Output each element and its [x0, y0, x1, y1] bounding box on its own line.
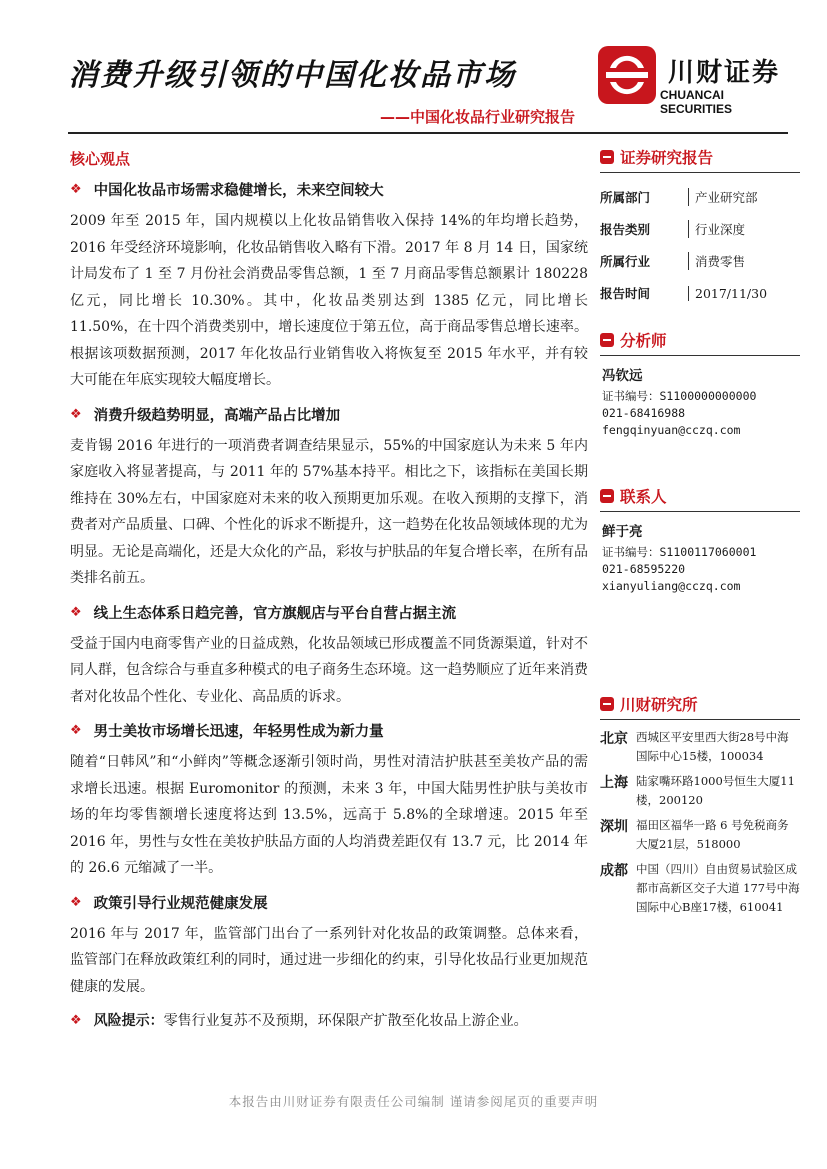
office-city: 成都	[600, 863, 628, 879]
meta-row	[600, 213, 800, 245]
section-heading	[70, 720, 588, 741]
analyst-cert: 证书编号：S1100000000000	[602, 389, 757, 403]
meta-row	[600, 245, 800, 277]
meta-key: 所属部门	[600, 190, 651, 205]
meta-row	[600, 277, 800, 309]
meta-key: 报告类别	[600, 222, 651, 237]
meta-key: 报告时间	[600, 286, 651, 301]
contact-name: 鲜于亮	[602, 524, 643, 540]
sidebar-heading-report	[600, 146, 800, 168]
section-marker-icon	[600, 150, 614, 164]
sidebar	[600, 146, 800, 923]
section-marker-icon	[600, 697, 614, 711]
risk-label: 风险提示：	[93, 1013, 164, 1029]
logo-text-en: CHUANCAI SECURITIES	[660, 88, 733, 116]
footer-disclaimer: 本报告由川财证券有限责任公司编制 谨请参阅尾页的重要声明	[228, 1094, 599, 1109]
sidebar-heading-text: 联系人	[620, 488, 667, 506]
sidebar-divider	[600, 511, 800, 512]
contact-cert: 证书编号：S1100117060001	[602, 545, 757, 559]
sidebar-divider	[600, 719, 800, 720]
sidebar-heading-contact	[600, 485, 800, 507]
meta-key: 所属行业	[600, 254, 651, 269]
section-heading-text: 消费升级趋势明显，高端产品占比增加	[93, 407, 341, 424]
section-heading	[70, 179, 588, 200]
section-heading	[70, 892, 588, 913]
section-paragraph: 受益于国内电商零售产业的日益成熟，化妆品领域已形成覆盖不同货源渠道，针对不同人群，包含综合与垂直多种模式的电子商务生态环境。这一趋势顺应了近年来消费者对化妆品个性化、专业化、高品质的诉求。	[70, 635, 588, 705]
meta-value: 行业深度	[688, 220, 745, 238]
contact-phone: 021-68595220	[602, 562, 686, 576]
main-content	[70, 146, 588, 1030]
sidebar-heading-analyst	[600, 329, 800, 351]
office-entry	[600, 728, 800, 766]
diamond-bullet-icon: ❖	[70, 1012, 82, 1028]
section-heading-text: 中国化妆品市场需求稳健增长，未来空间较大	[93, 183, 384, 199]
company-logo	[598, 44, 798, 116]
diamond-bullet-icon: ❖	[70, 406, 82, 422]
office-address: 福田区福华一路 6 号免税商务大厦21层，518000	[636, 818, 789, 851]
office-entry	[600, 772, 800, 810]
section-marker-icon	[600, 333, 614, 347]
contact-email[interactable]: xianyuliang@cczq.com	[602, 579, 741, 593]
section-heading	[70, 602, 588, 623]
report-title: 消费升级引领的中国化妆品市场	[68, 58, 516, 93]
section-paragraph: 2009 年至 2015 年，国内规模以上化妆品销售收入保持 14%的年均增长趋势，2016 年受经济环境影响，化妆品销售收入略有下滑。2017 年 8 月 14 日，国家统计局发布了 1 至 7 月份社会消费品零售总额，1 至 7 月商品零售总额累计 180228 亿元，同比增长 10.30%。其中，化妆品类别达到 1385 亿元，同比增长 11.50%，在十四个消费类别中，增长速度位于第五位，高于商品零售总增长速率。根据该项数据预测，2017 年化妆品行业销售收入将恢复至 2015 年水平，并有较大可能在年底实现较大幅度增长。	[70, 213, 588, 388]
diamond-bullet-icon: ❖	[70, 723, 82, 738]
title-divider	[68, 132, 788, 134]
section-paragraph: 麦肯锡 2016 年进行的一项消费者调查结果显示，55%的中国家庭认为未来 5 年内家庭收入将显著提高，与 2011 年的 57%基本持平。相比之下，该指标在美国长期维持在 30%左右，中国家庭对未来的收入预期更加乐观。在收入预期的支撑下，消费者对产品质量、口碑、个性化的诉求不断提升，这一趋势在化妆品领域体现的尤为明显。无论是高端化，还是大众化的产品，彩妆与护肤品的年复合增长率，在所有品类排名前五。	[70, 437, 588, 586]
core-views-label: 核心观点	[70, 150, 131, 168]
office-address: 中国（四川）自由贸易试验区成都市高新区交子大道 177号中海国际中心B座17楼，610041	[636, 862, 800, 914]
office-entry	[600, 860, 800, 917]
meta-value: 产业研究部	[688, 188, 758, 206]
office-city: 深圳	[600, 819, 628, 835]
section-paragraph: 随着“日韩风”和“小鲜肉”等概念逐渐引领时尚，男性对清洁护肤甚至美妆产品的需求增长迅速。根据 Euromonitor 的预测，未来 3 年，中国大陆男性护肤与美妆市场的年均零售额增长速度将达到 13.5%，远高于 5.8%的全球增速。2015 年至 2016 年，男性与女性在美妆护肤品方面的人均消费差距仅有 13.7 元，比 2014 年的 26.6 元缩减了一半。	[70, 754, 588, 876]
office-city: 北京	[600, 731, 628, 747]
risk-text: 零售行业复苏不及预期，环保限产扩散至化妆品上游企业。	[163, 1013, 528, 1029]
analyst-email[interactable]: fengqinyuan@cczq.com	[602, 423, 741, 437]
office-entry	[600, 816, 800, 854]
sidebar-heading-institute	[600, 693, 800, 715]
analyst-name: 冯钦远	[602, 368, 643, 384]
sidebar-heading-text: 川财研究所	[620, 696, 698, 714]
section-heading-text: 男士美妆市场增长迅速，年轻男性成为新力量	[93, 724, 384, 740]
logo-text-cn: 川财证券	[668, 58, 781, 88]
report-subtitle: ——中国化妆品行业研究报告	[380, 108, 576, 126]
office-city: 上海	[600, 775, 628, 791]
analyst-phone: 021-68416988	[602, 406, 686, 420]
sidebar-heading-text: 分析师	[620, 332, 667, 350]
section-marker-icon	[600, 489, 614, 503]
section-paragraph: 2016 年与 2017 年，监管部门出台了一系列针对化妆品的政策调整。总体来看，监管部门在释放政策红利的同时，通过进一步细化的约束，引导化妆品行业更加规范健康的发展。	[70, 925, 588, 995]
sidebar-divider	[600, 355, 800, 356]
section-heading-text: 政策引导行业规范健康发展	[93, 895, 268, 912]
office-address: 西城区平安里西大街28号中海国际中心15楼，100034	[636, 730, 789, 763]
diamond-bullet-icon: ❖	[70, 604, 82, 620]
diamond-bullet-icon: ❖	[70, 182, 82, 197]
meta-row	[600, 181, 800, 213]
section-heading	[70, 404, 588, 425]
logo-mark-icon	[598, 46, 656, 104]
meta-value: 消费零售	[688, 252, 745, 270]
sidebar-heading-text: 证券研究报告	[620, 149, 714, 167]
diamond-bullet-icon: ❖	[70, 894, 82, 910]
risk-warning	[70, 1010, 588, 1030]
sidebar-divider	[600, 172, 800, 173]
meta-value: 2017/11/30	[688, 286, 767, 301]
section-heading-text: 线上生态体系日趋完善，官方旗舰店与平台自营占据主流	[93, 605, 457, 622]
office-address: 陆家嘴环路1000号恒生大厦11楼，200120	[636, 774, 795, 807]
